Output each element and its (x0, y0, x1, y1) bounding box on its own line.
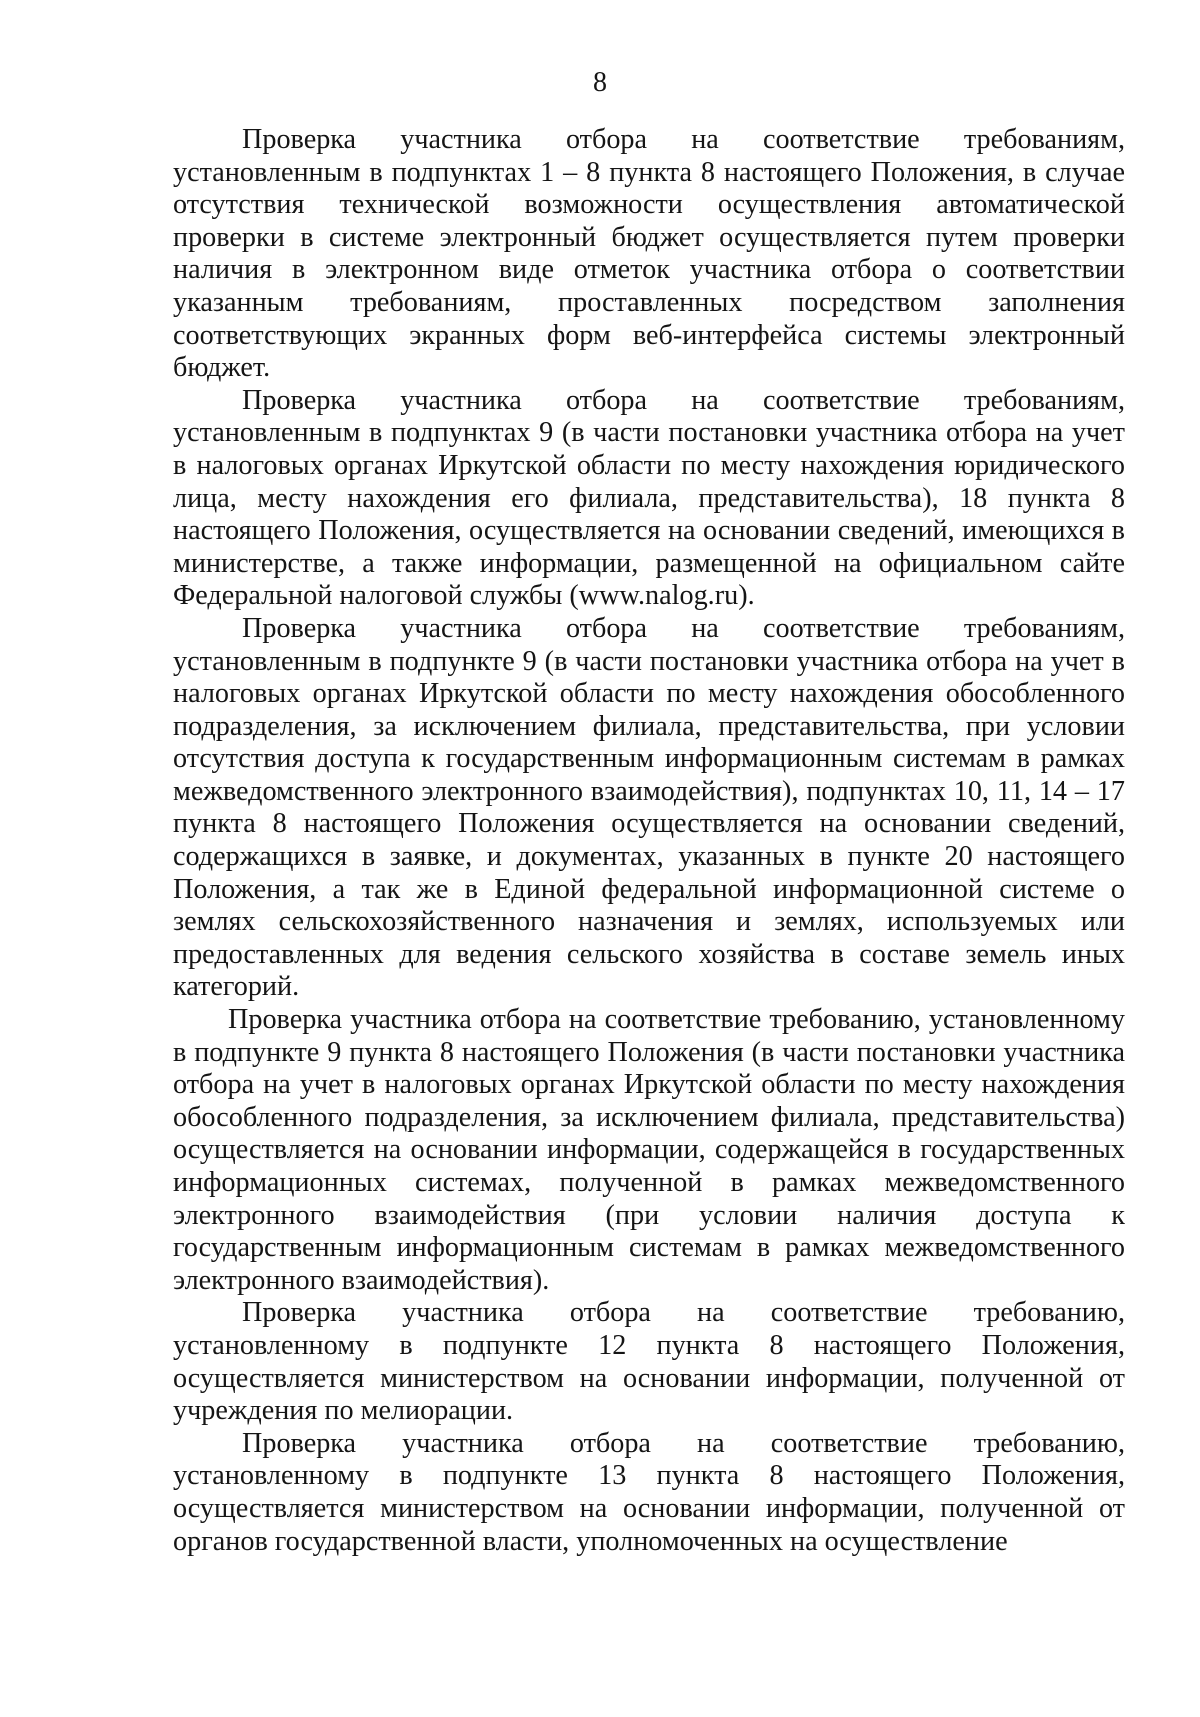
paragraph-2: Проверка участника отбора на соответствие требованиям, установленным в подпунктах 9 (в части постановки участника отбора на учет в налоговых органах Иркутской области по месту нахождения юридического лица, месту нахождения его филиала, представительства), 18 пункта 8 настоящего Положения, осуществляется на основании сведений, имеющихся в министерстве, а также информации, размещенной на официальном сайте Федеральной налоговой службы (www.nalog.ru). (173, 384, 1125, 612)
document-body (173, 124, 1125, 1558)
paragraph-3: Проверка участника отбора на соответствие требованиям, установленным в подпункте 9 (в части постановки участника отбора на учет в налоговых органах Иркутской области по месту нахождения обособленного подразделения, за исключением филиала, представительства, при условии отсутствия доступа к государственным информационным системам в рамках межведомственного электронного взаимодействия), подпунктах 10, 11, 14 – 17 пункта 8 настоящего Положения осуществляется на основании сведений, содержащихся в заявке, и документах, указанных в пункте 20 настоящего Положения, а так же в Единой федеральной информационной системе о землях сельскохозяйственного назначения и землях, используемых или предоставленных для ведения сельского хозяйства в составе земель иных категорий. (173, 612, 1125, 1003)
page-number: 8 (593, 67, 607, 98)
paragraph-1: Проверка участника отбора на соответствие требованиям, установленным в подпунктах 1 – 8 пункта 8 настоящего Положения, в случае отсутствия технической возможности осуществления автоматической проверки в системе электронный бюджет осуществляется путем проверки наличия в электронном виде отметок участника отбора о соответствии указанным требованиям, проставленных посредством заполнения соответствующих экранных форм веб-интерфейса системы электронный бюджет. (173, 124, 1125, 384)
paragraph-5: Проверка участника отбора на соответствие требованию, установленному в подпункте 12 пункта 8 настоящего Положения, осуществляется министерством на основании информации, полученной от учреждения по мелиорации. (173, 1297, 1125, 1427)
paragraph-4: Проверка участника отбора на соответствие требованию, установленному в подпункте 9 пункта 8 настоящего Положения (в части постановки участника отбора на учет в налоговых органах Иркутской области по месту нахождения обособленного подразделения, за исключением филиала, представительства) осуществляется на основании информации, содержащейся в государственных информационных системах, полученной в рамках межведомственного электронного взаимодействия (при условии наличия доступа к государственным информационным системам в рамках межведомственного электронного взаимодействия). (173, 1004, 1125, 1296)
paragraph-6: Проверка участника отбора на соответствие требованию, установленному в подпункте 13 пункта 8 настоящего Положения, осуществляется министерством на основании информации, полученной от органов государственной власти, уполномоченных на осуществление (173, 1427, 1125, 1557)
